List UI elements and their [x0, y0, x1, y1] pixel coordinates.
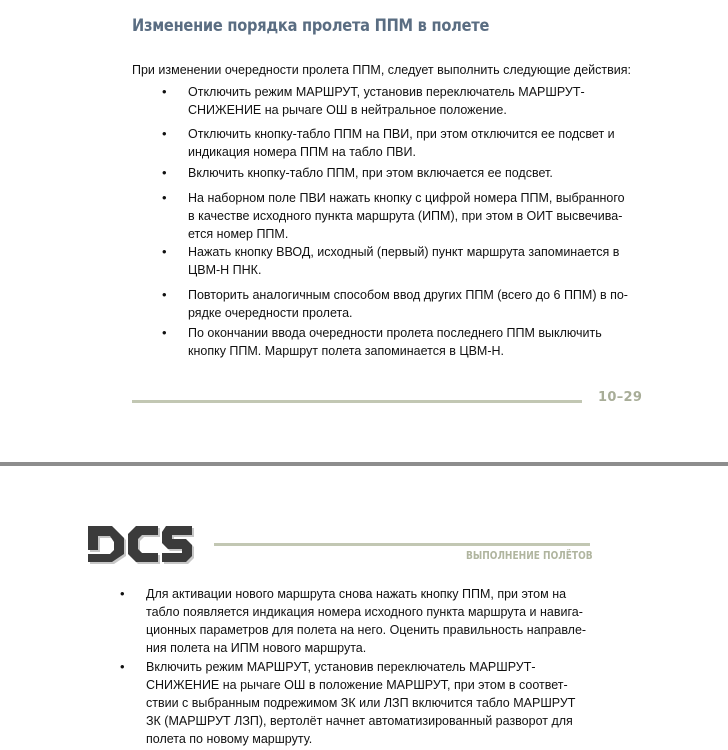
bullet-icon: • [120, 586, 125, 601]
bullet-icon: • [162, 165, 167, 180]
list-item [162, 243, 620, 279]
list-item-line: в качестве исходного пункта маршрута (ИПМ), при этом в ОИТ высвечива- [188, 209, 623, 223]
list-item-line: ционных параметров для полета на него. Оценить правильность направле- [146, 623, 587, 637]
header-rule [214, 543, 590, 546]
list-item [162, 83, 585, 119]
list-item-line: Отключить кнопку-табло ППМ на ПВИ, при этом отключится ее подсвет и [188, 127, 615, 141]
list-item-line: Включить режим МАРШРУТ, установив переключатель МАРШРУТ- [146, 660, 536, 674]
list-item-line: СНИЖЕНИЕ на рычаге ОШ в положение МАРШРУТ, при этом в соответ- [146, 678, 568, 692]
page-number: 10–29 [598, 390, 643, 405]
list-item-line: СНИЖЕНИЕ на рычаге ОШ в нейтральное положение. [188, 103, 507, 117]
bullet-icon: • [162, 244, 167, 259]
list-item [120, 585, 587, 657]
list-item-line: рядке очередности пролета. [188, 306, 353, 320]
list-item-line: На наборном поле ПВИ нажать кнопку с цифрой номера ППМ, выбранного [188, 191, 625, 205]
list-item-line: Отключить режим МАРШРУТ, установив переключатель МАРШРУТ- [188, 85, 585, 99]
list-item-line: кнопку ППМ. Маршрут полета запоминается в ЦВМ-Н. [188, 344, 505, 358]
bullet-icon: • [162, 325, 167, 340]
list-item-line: ЗК (МАРШРУТ ЛЗП), вертолёт начнет автоматизированный разворот для [146, 714, 573, 728]
list-item-line: Нажать кнопку ВВОД, исходный (первый) пункт маршрута запоминается в [188, 245, 620, 259]
list-item-line: Включить кнопку-табло ППМ, при этом включается ее подсвет. [188, 166, 553, 180]
list-item-line: Для активации нового маршрута снова нажать кнопку ППМ, при этом на [146, 587, 567, 601]
bullet-icon: • [162, 126, 167, 141]
footer-rule [132, 400, 582, 403]
list-item-line: табло появляется индикация номера исходного пункта маршрута и навига- [146, 605, 583, 619]
page-separator [0, 462, 728, 466]
list-item [162, 189, 625, 243]
list-item-line: ется номер ППМ. [188, 227, 289, 241]
list-item [120, 658, 576, 748]
section-title: Изменение порядка пролета ППМ в полете [132, 16, 490, 36]
bullet-icon: • [162, 84, 167, 99]
list-item [162, 164, 553, 182]
list-item-line: По окончании ввода очередности пролета последнего ППМ выключить [188, 326, 602, 340]
list-item-line: индикация номера ППМ на табло ПВИ. [188, 145, 416, 159]
intro-paragraph: При изменении очередности пролета ППМ, следует выполнить следующие действия: [132, 63, 631, 77]
bullet-icon: • [162, 190, 167, 205]
list-item [162, 125, 615, 161]
bullet-icon: • [162, 287, 167, 302]
dcs-logo [86, 522, 196, 568]
list-item-line: полета по новому маршруту. [146, 732, 313, 746]
list-item-line: Повторить аналогичным способом ввод других ППМ (всего до 6 ППМ) в по- [188, 288, 628, 302]
bullet-icon: • [120, 659, 125, 674]
section-header-label: ВЫПОЛНЕНИЕ ПОЛЁТОВ [466, 549, 593, 562]
list-item [162, 286, 628, 322]
list-item-line: ЦВМ-Н ПНК. [188, 263, 262, 277]
list-item [162, 324, 602, 360]
list-item-line: ствии с выбранным подрежимом ЗК или ЛЗП включится табло МАРШРУТ [146, 696, 576, 710]
list-item-line: ния полета на ИПМ нового маршрута. [146, 641, 367, 655]
